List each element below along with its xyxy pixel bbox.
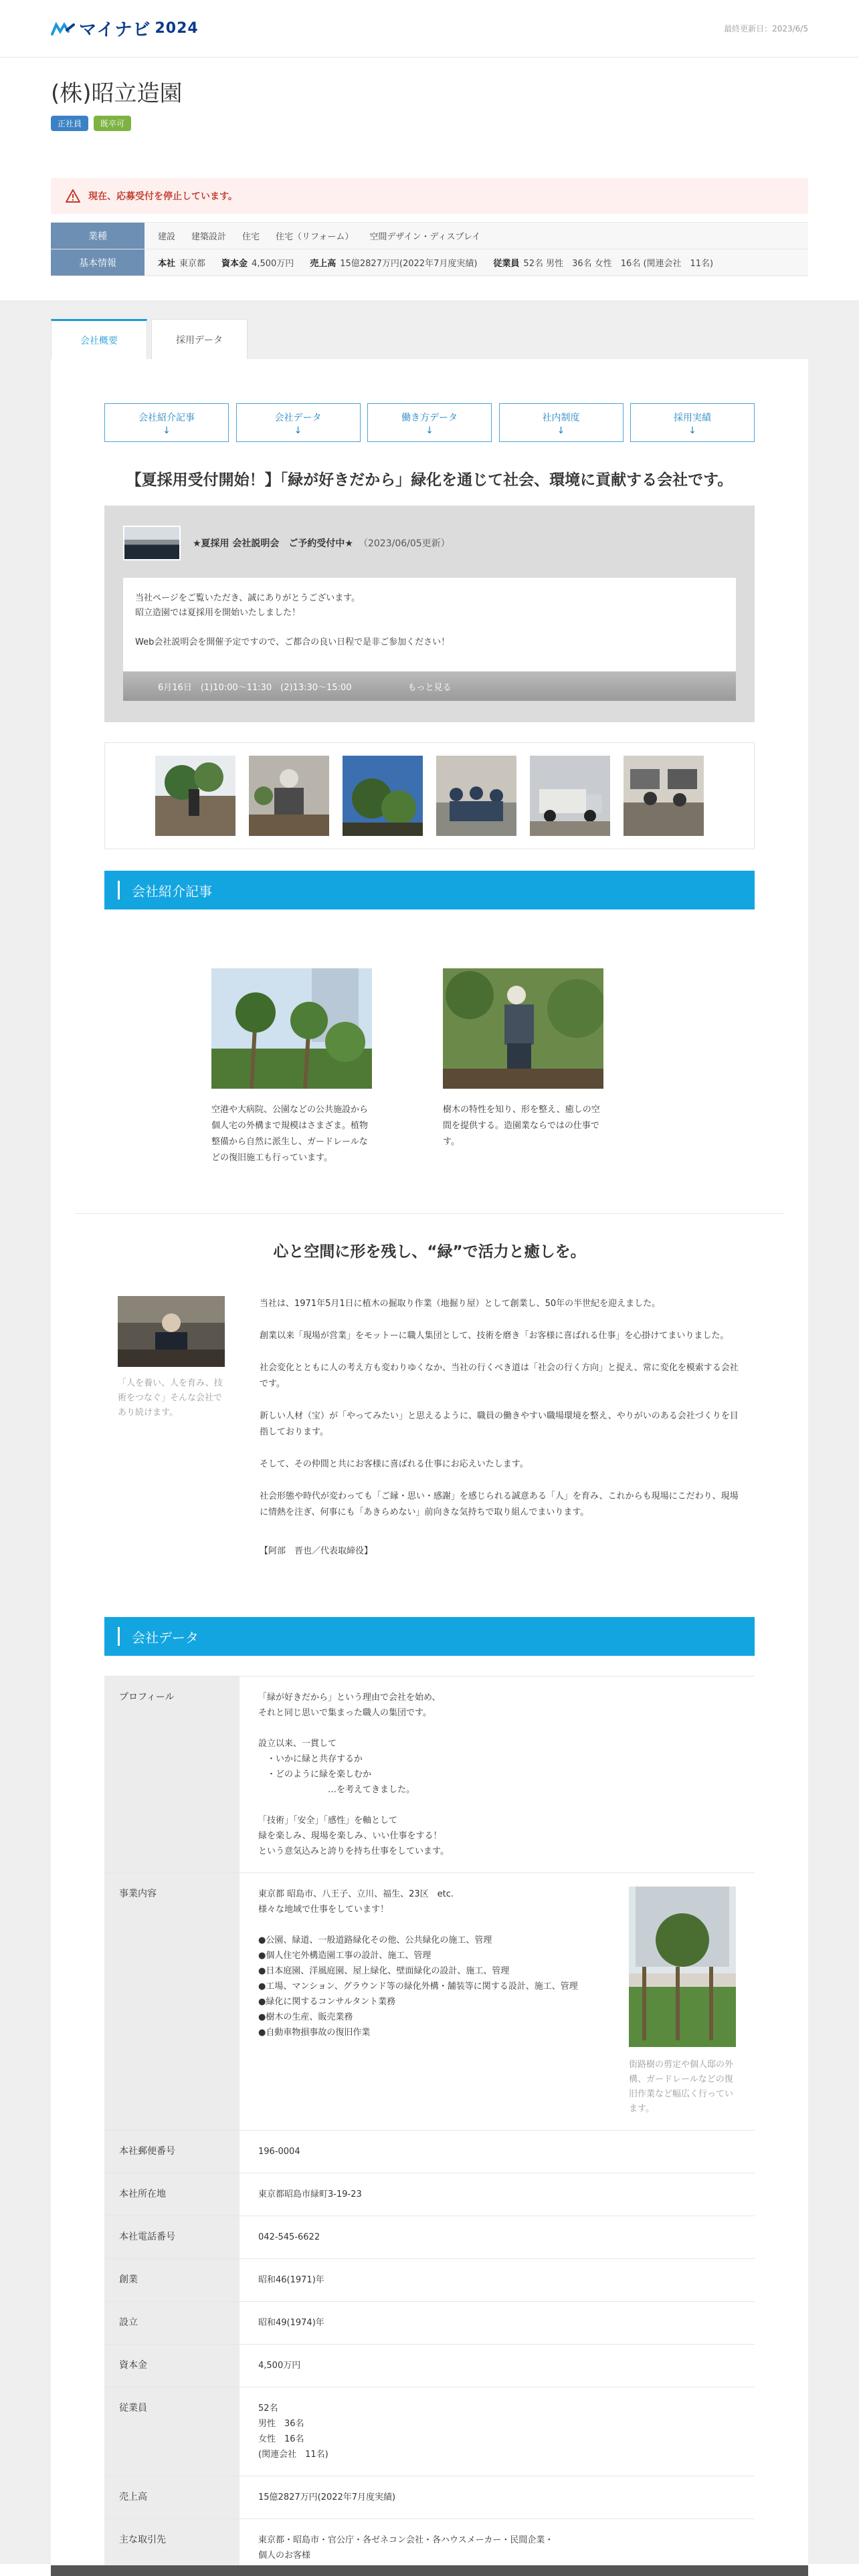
event-title-line	[193, 536, 450, 550]
data-value: 東京都・昭島市・官公庁・各ゼネコン会社・各ハウスメーカー・民間企業・ 個人のお客様	[258, 2535, 554, 2561]
section-title: 会社データ	[132, 1629, 199, 1646]
section-accent	[118, 1627, 120, 1646]
event-title: ★夏採用 会社説明会 ご予約受付中★	[193, 538, 353, 549]
data-key: 事業内容	[104, 1873, 240, 2130]
photo-thumbnail[interactable]	[155, 756, 235, 836]
industry-item: 空間デザイン・ディスプレイ	[369, 232, 481, 242]
warning-icon	[66, 189, 80, 203]
business-side	[629, 1887, 736, 2117]
message-paragraph: そして、その仲間と共にお客様に喜ばれる仕事にお応えいたします。	[260, 1459, 529, 1469]
application-closed-notice	[51, 178, 808, 214]
data-row	[104, 2302, 755, 2345]
data-value: 042-545-6622	[258, 2232, 320, 2242]
more-button[interactable]: もっと見る	[407, 682, 452, 693]
data-key: 創業	[104, 2259, 240, 2301]
message-paragraph: 新しい人材（宝）が「やってみたい」と思えるように、職員の働きやすい職場環境を整え、やりがいのある会社づくりを目指しております。	[260, 1411, 739, 1437]
event-thumbnail	[123, 526, 181, 560]
capital-info	[221, 256, 294, 269]
industry-values	[145, 223, 808, 249]
event-date: （2023/06/05更新）	[358, 538, 450, 549]
employees-value: 52名 男性 36名 女性 16名 (関連会社 11名)	[523, 259, 714, 269]
data-value: 「緑が好きだから」という理由で会社を始め、 それと同じ思いで集まった職人の集団です。 設立以来、一貫して ・いかに緑と共存するか ・どのように緑を楽しむか …を考えてきました。 「技術」「安全」「感性」を軸として 緑を楽しみ、現場を楽しみ、いい仕事をする！ という意気込みと誇りを持ち仕事をしています。	[258, 1693, 449, 1856]
message-paragraph: 当社は、1971年5月1日に植木の掘取り作業（地掘り屋）として創業し、50年の半世紀を迎えました。	[260, 1299, 661, 1309]
arrow-down-icon: ↓	[425, 425, 434, 436]
basic-info-row	[51, 249, 808, 276]
data-key: 本社郵便番号	[104, 2131, 240, 2173]
data-key: 従業員	[104, 2387, 240, 2476]
data-key: 本社電話番号	[104, 2216, 240, 2258]
logo-text: マイナビ	[79, 20, 151, 40]
president-photo	[118, 1296, 225, 1367]
data-key: 本社所在地	[104, 2173, 240, 2216]
tab-bar	[51, 319, 808, 359]
message-title: 心と空間に形を残し、“緑”で活力と癒しを。	[273, 1243, 586, 1261]
article-text: 空港や大病院、公園などの公共施設から個人宅の外構まで規模はさまざま。植物整備から自然に派生し、ガードレールなどの復旧施工も行っています。	[211, 1105, 369, 1163]
message-paragraph: 社会変化とともに人の考え方も変わりゆくなか、当社の行くべき道は「社会の行く方向」と捉え、常に変化を模索する会社です。	[260, 1363, 739, 1389]
arrow-down-icon: ↓	[163, 425, 171, 436]
section-header-company-data	[104, 1617, 755, 1656]
industry-row	[51, 223, 808, 249]
event-box	[104, 506, 755, 722]
anchor-label: 働き方データ	[401, 412, 458, 423]
capital-value: 4,500万円	[252, 259, 294, 269]
tag-graduates-ok: 既卒可	[94, 116, 131, 131]
capital-label: 資本金	[221, 259, 248, 269]
data-key: 主な取引先	[104, 2519, 240, 2576]
event-schedule: 6月16日 (1)10:00〜11:30 (2)13:30〜15:00	[158, 682, 352, 693]
article-image	[211, 968, 372, 1089]
data-value-block	[240, 1873, 755, 2130]
tab-company-overview[interactable]: 会社概要	[51, 319, 147, 359]
basic-info-values	[145, 249, 808, 276]
section-accent	[118, 881, 120, 899]
article-card[interactable]	[443, 968, 607, 1166]
event-card	[123, 578, 736, 674]
data-value: 昭和46(1971)年	[258, 2275, 324, 2285]
data-value: 52名 男性 36名 女性 16名 (関連会社 11名)	[258, 2403, 328, 2460]
data-row-profile	[104, 1677, 755, 1873]
sales-label: 売上高	[310, 259, 337, 269]
anchor-article[interactable]	[104, 403, 229, 442]
data-row-business	[104, 1873, 755, 2131]
photo-thumbnail[interactable]	[624, 756, 704, 836]
logo-year: 2024	[155, 20, 199, 37]
tab-recruit-data[interactable]: 採用データ	[151, 319, 248, 359]
site-logo[interactable]	[51, 16, 199, 41]
article-card[interactable]	[211, 968, 376, 1166]
data-row	[104, 2345, 755, 2387]
event-more-overlay	[123, 671, 736, 701]
president-caption: 「人を養い、人を育み、技術をつなぐ」そんな会社であり続けます。	[118, 1378, 223, 1418]
event-header	[123, 526, 736, 560]
company-data-table	[104, 1676, 755, 2576]
section-divider	[75, 1213, 784, 1214]
anchor-label: 会社データ	[274, 412, 322, 423]
data-value: 昭和49(1974)年	[258, 2318, 324, 2328]
tag-fulltime: 正社員	[51, 116, 88, 131]
data-value: 15億2827万円(2022年7月度実績)	[258, 2492, 396, 2502]
logo-mark-icon	[51, 22, 75, 35]
photo-thumbnail[interactable]	[436, 756, 516, 836]
arrow-down-icon: ↓	[294, 425, 302, 436]
employees-info	[493, 256, 713, 269]
business-text: 東京都 昭島市、八王子、立川、福生、23区 etc. 様々な地域で仕事をしています！ ●公園、緑道、一般道路緑化その他、公共緑化の施工、管理 ●個人住宅外構造園工事の設計、施工、管理 ●日本庭園、洋風庭園、屋上緑化、壁面緑化の設計、施工、管理 ●工場、マンション、グラウンド等の緑化外構・舗装等に関する設計、施工、管理 ●緑化に関するコンサルタント業務 ●樹木の生産、販売業務 ●自動車物損事故の復旧作業	[258, 1889, 578, 2038]
anchor-label: 会社紹介記事	[138, 412, 195, 423]
data-value: 196-0004	[258, 2147, 300, 2157]
sales-value: 15億2827万円(2022年7月度実績)	[340, 259, 478, 269]
main-area	[0, 300, 859, 2564]
anchor-hiring-record[interactable]	[630, 403, 755, 442]
event-line: Web会社説明会を開催予定ですので、ご都合の良い日程で是非ご参加ください！	[135, 637, 450, 647]
arrow-down-icon: ↓	[557, 425, 565, 436]
photo-thumbnail[interactable]	[343, 756, 423, 836]
industry-label: 業種	[51, 223, 145, 249]
data-row	[104, 2476, 755, 2519]
section-header-article	[104, 871, 755, 909]
event-line: 当社ページをご覧いただき、誠にありがとうございます。	[135, 593, 361, 603]
business-caption: 街路樹の剪定や個人邸の外構、ガードレールなどの復旧作業など幅広く行っています。	[629, 2060, 734, 2114]
employment-tags	[51, 116, 808, 131]
last-updated: 最終更新日：2023/6/5	[724, 24, 808, 33]
business-image	[629, 1887, 736, 2047]
top-header	[0, 0, 859, 58]
event-line: 昭立造園では夏採用を開始いたしました！	[135, 608, 301, 618]
anchor-label: 採用実績	[674, 412, 711, 423]
arrow-down-icon: ↓	[688, 425, 696, 436]
summary-table	[51, 222, 808, 276]
industry-item: 住宅（リフォーム）	[276, 232, 354, 242]
message-signature: 【阿部 晋也／代表取締役】	[260, 1546, 373, 1556]
notice-text: 現在、応募受付を停止しています。	[88, 191, 237, 202]
sales-info	[310, 256, 477, 269]
business-content	[258, 1887, 736, 2117]
basic-info-label: 基本情報	[51, 249, 145, 276]
anchor-company-data[interactable]	[236, 403, 361, 442]
data-row	[104, 2173, 755, 2216]
data-key: 資本金	[104, 2345, 240, 2387]
industry-item: 建築設計	[191, 232, 227, 242]
data-row	[104, 2259, 755, 2302]
hq-info	[158, 256, 205, 269]
data-key: 売上高	[104, 2476, 240, 2518]
company-name: (株)昭立造園	[51, 80, 183, 107]
article-text: 樹木の特性を知り、形を整え、癒しの空間を提供する。造園業ならではの仕事です。	[443, 1105, 600, 1147]
overview-panel	[51, 359, 808, 2576]
message-paragraph: 創業以来「現場が営業」をモットーに職人集団として、技術を磨き「お客様に喜ばれる仕事」を心掛けてまいりました。	[260, 1331, 729, 1341]
president-message	[104, 1296, 755, 1576]
industry-item: 住宅	[242, 232, 260, 242]
company-header	[0, 75, 859, 131]
president-photo-block	[118, 1296, 227, 1576]
data-row	[104, 2387, 755, 2476]
data-key: 設立	[104, 2302, 240, 2344]
data-row	[104, 2216, 755, 2259]
photo-strip	[104, 742, 755, 849]
data-key: プロフィール	[104, 1677, 240, 1872]
employees-label: 従業員	[493, 259, 520, 269]
message-paragraph: 社会形態や時代が変わっても「ご縁・思い・感謝」を感じられる誠意ある「人」を育み、これからも現場にこだわり、現場に情熱を注ぎ、何事にも「あきらめない」前向きな気持ちで取り組んでまいります。	[260, 1491, 739, 1517]
article-image	[443, 968, 603, 1089]
data-value: 4,500万円	[258, 2361, 301, 2371]
article-list	[211, 968, 755, 1166]
headline: 【夏採用受付開始！】「緑が好きだから」緑化を通じて社会、環境に貢献する会社です。	[126, 471, 733, 489]
anchor-work-style[interactable]	[367, 403, 492, 442]
photo-thumbnail[interactable]	[249, 756, 329, 836]
data-row	[104, 2131, 755, 2173]
anchor-nav	[104, 359, 755, 442]
photo-thumbnail[interactable]	[530, 756, 610, 836]
bottom-bar	[51, 2565, 808, 2576]
industry-item: 建設	[158, 232, 176, 242]
data-value: 東京都昭島市緑町3-19-23	[258, 2189, 362, 2199]
hq-value: 東京都	[179, 259, 206, 269]
message-body	[260, 1296, 755, 1576]
section-title: 会社紹介記事	[132, 883, 212, 899]
anchor-internal-system[interactable]	[499, 403, 624, 442]
anchor-label: 社内制度	[542, 412, 580, 423]
hq-label: 本社	[158, 259, 176, 269]
